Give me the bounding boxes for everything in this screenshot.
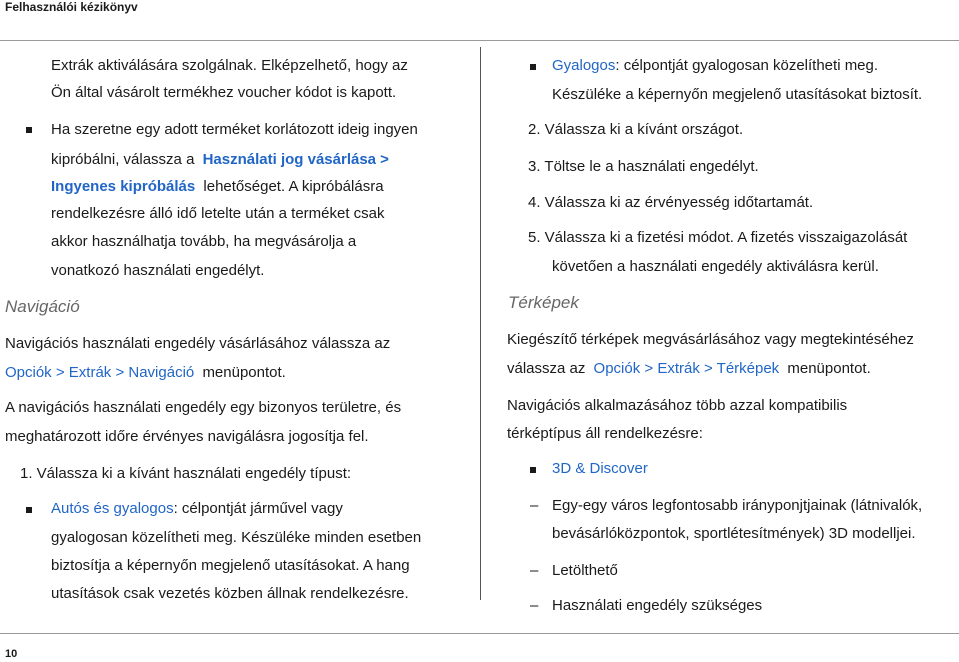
trial-line-6: vonatkozó használati engedélyt. <box>51 262 265 279</box>
nav-para-2-line-1: A navigációs használati engedély egy bizonyos területre, és <box>5 399 402 416</box>
trial-line-1: Ha szeretne egy adott terméket korlátozott ideig ingyen <box>51 121 418 138</box>
car-line-1 <box>51 500 343 517</box>
dash-icon: – <box>530 497 539 514</box>
dash-icon: – <box>530 562 539 579</box>
intro-line-1 <box>51 57 460 74</box>
free-trial-link[interactable]: Ingyenes kipróbálás <box>51 178 196 195</box>
nav-para-1-line-2 <box>5 364 286 381</box>
car-text: : célpontját járművel vagy <box>173 500 343 517</box>
maps-heading: Térképek <box>508 293 579 312</box>
step-5-line-1: 5. Válassza ki a fizetési módot. A fizetés visszaigazolását <box>528 229 908 246</box>
step-3: 3. Töltse le a használati engedélyt. <box>528 158 759 175</box>
car-and-walk-label: Autós és gyalogos <box>51 500 174 517</box>
column-divider <box>480 47 481 600</box>
dash-item-2: Letölthető <box>552 562 618 579</box>
intro-line-2: Ön által vásárolt termékhez voucher kódot is kapott. <box>51 84 397 101</box>
dash-item-1-line-1: Egy-egy város legfontosabb irányponjtjainak (látnivalók, <box>552 497 923 514</box>
maps-para-1-line-2 <box>507 360 871 377</box>
maps-para-2-line-2: térképtípus áll rendelkezésre: <box>507 425 703 442</box>
trial-text: lehetőséget. A kipróbálásra <box>203 178 384 195</box>
trial-line-3 <box>51 178 384 195</box>
ped-text: : célpontját gyalogosan közelítheti meg. <box>615 57 879 74</box>
page-number: 10 <box>5 648 18 660</box>
maps-para-1-line-1: Kiegészítő térképek megvásárlásához vagy megtekintéséhez <box>507 331 914 348</box>
nav-para-1-line-1: Navigációs használati engedély vásárlásához válassza az <box>5 335 391 352</box>
dash-item-1-line-2: bevásárlóközpontok, sportlétesítmények) 3D modelljei. <box>552 525 916 542</box>
step-2: 2. Válassza ki a kívánt országot. <box>528 121 744 138</box>
step-5-line-2: követően a használati engedély aktiválásra kerül. <box>552 258 879 275</box>
bullet-icon <box>26 507 32 513</box>
step-4: 4. Válassza ki az érvényesség időtartamát. <box>528 194 814 211</box>
trial-text: kipróbálni, válassza a <box>51 151 195 168</box>
trial-line-5: akkor használhatja tovább, ha megvásárolja a <box>51 233 357 250</box>
trial-line-2 <box>51 151 389 168</box>
navigation-heading: Navigáció <box>5 297 80 316</box>
usage-rights-link[interactable]: Használati jog vásárlása > <box>202 151 389 168</box>
bullet-icon <box>530 64 536 70</box>
ped-line-2: Készüléke a képernyőn megjelenő utasításokat biztosít. <box>552 86 923 103</box>
car-line-2: gyalogosan közelítheti meg. Készüléke minden esetben <box>51 529 422 546</box>
maps-text: menüpontot. <box>787 360 871 377</box>
maps-text: válassza az <box>507 360 586 377</box>
bullet-icon <box>530 467 536 473</box>
maps-para-2-line-1: Navigációs alkalmazásához több azzal kompatibilis <box>507 397 848 414</box>
nav-para-2-line-2: meghatározott időre érvényes navigálásra jogosítja fel. <box>5 428 369 445</box>
dash-icon: – <box>530 597 539 614</box>
dash-item-3: Használati engedély szükséges <box>552 597 763 614</box>
intro-text-1: Extrák aktiválására szolgálnak. Elképzelhető, hogy az <box>51 57 408 74</box>
3d-discover-label: 3D & Discover <box>552 460 648 477</box>
document-title: Felhasználói kézikönyv <box>5 0 138 14</box>
navigation-menu-path-link[interactable]: Opciók > Extrák > Navigáció <box>5 364 195 381</box>
step-1: 1. Válassza ki a kívánt használati engedély típust: <box>20 465 352 482</box>
car-line-3: biztosítja a képernyőn megjelenő utasításokat. A hang <box>51 557 410 574</box>
trial-line-4: rendelkezésre álló idő letelte után a terméket csak <box>51 205 385 222</box>
page-header <box>0 0 959 41</box>
ped-line-1 <box>552 57 878 74</box>
pedestrian-label: Gyalogos <box>552 57 616 74</box>
footer-rule <box>0 633 959 634</box>
nav-text: menüpontot. <box>202 364 286 381</box>
maps-menu-path-link[interactable]: Opciók > Extrák > Térképek <box>593 360 780 377</box>
bullet-icon <box>26 127 32 133</box>
car-line-4: utasítások csak vezetés közben állnak rendelkezésre. <box>51 585 409 602</box>
